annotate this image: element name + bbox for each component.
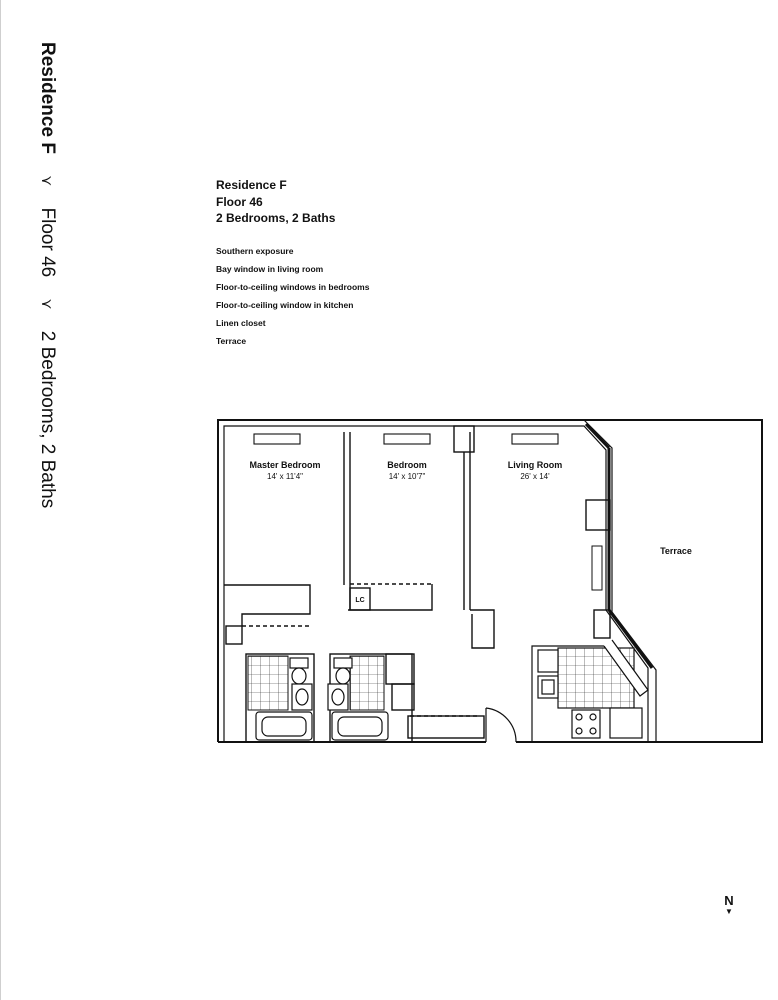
room-labels	[249, 460, 691, 604]
north-compass	[722, 894, 736, 916]
side-title-residence: Residence F	[37, 42, 58, 154]
kitchen	[532, 640, 648, 742]
room-dims-bedroom: 14' x 10'7"	[388, 472, 426, 481]
window-sills	[254, 434, 558, 444]
header-residence: Residence F	[216, 178, 287, 192]
header-floor: Floor 46	[216, 194, 263, 209]
north-label: N	[724, 893, 734, 908]
north-arrow-icon: ▼	[725, 907, 733, 916]
feature-item: Terrace	[216, 336, 247, 346]
separator-icon: ⋎	[38, 298, 55, 310]
feature-item: Floor-to-ceiling windows in bedrooms	[216, 282, 370, 292]
room-name-terrace: Terrace	[660, 546, 692, 556]
side-title-beds-baths: 2 Bedrooms, 2 Baths	[37, 330, 58, 509]
separator-icon: ⋎	[38, 175, 55, 187]
room-name-bedroom: Bedroom	[387, 460, 427, 470]
room-dims-master-bedroom: 14' x 11'4"	[267, 472, 303, 481]
feature-item: Southern exposure	[216, 246, 294, 256]
linen-closet-label: LC	[355, 597, 365, 604]
feature-item: Floor-to-ceiling window in kitchen	[216, 300, 354, 310]
entry-door	[486, 708, 516, 742]
bathroom-floor-tiles	[248, 656, 384, 710]
room-name-living-room: Living Room	[507, 460, 563, 470]
feature-item: Linen closet	[216, 318, 266, 328]
header-beds-baths: 2 Bedrooms, 2 Baths	[216, 211, 336, 225]
feature-item: Bay window in living room	[216, 264, 324, 274]
room-name-master-bedroom: Master Bedroom	[249, 460, 321, 470]
side-title-floor: Floor 46	[37, 207, 58, 278]
room-dims-living-room: 26' x 14'	[520, 472, 550, 481]
